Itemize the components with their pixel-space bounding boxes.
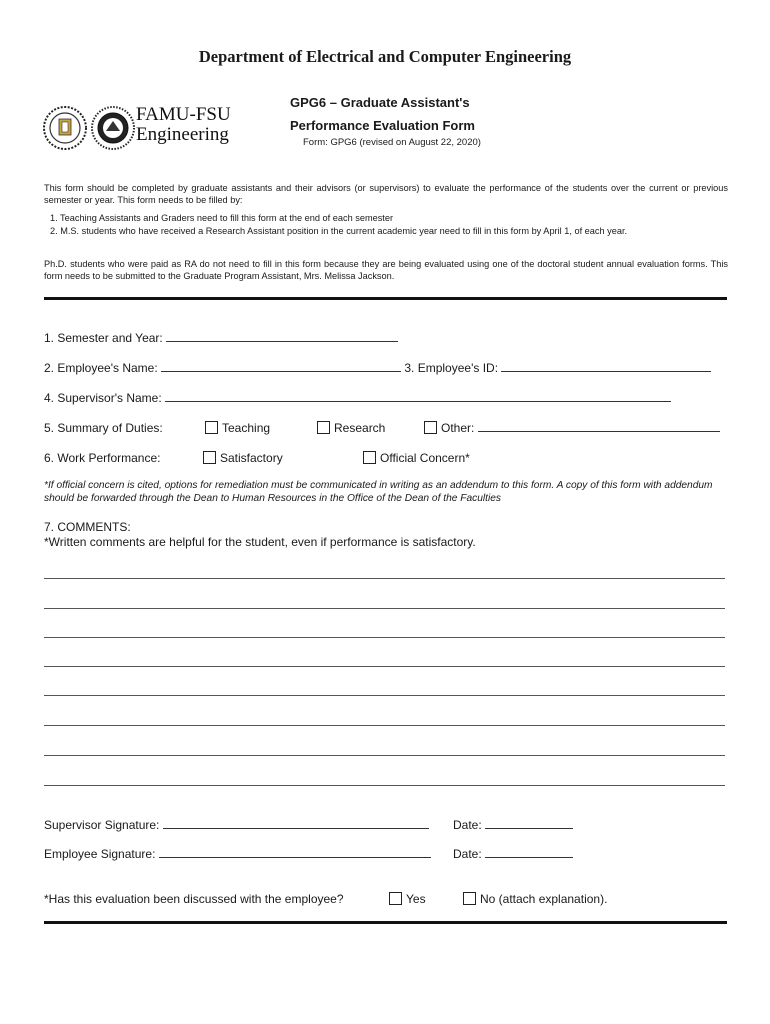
concern-checkbox[interactable] (363, 451, 376, 464)
form-title: GPG6 – Graduate Assistant's (290, 95, 470, 110)
supervisor-name-input[interactable] (165, 391, 671, 402)
perf-satisfactory-option[interactable] (203, 451, 283, 465)
phd-paragraph: Ph.D. students who were paid as RA do not need to fill in this form because they are being evaluated using one of the doctoral student annual evaluation forms. This form needs to be submitted to the Graduate Program Assistant, Mrs. Melissa Jackson. (44, 259, 728, 281)
discussion-question: *Has this evaluation been discussed with the employee? (44, 892, 344, 906)
satisfactory-checkbox[interactable] (203, 451, 216, 464)
perf-concern-option[interactable] (363, 451, 470, 465)
discussion-no-option[interactable] (463, 892, 607, 906)
bottom-divider (44, 921, 727, 924)
no-checkbox[interactable] (463, 892, 476, 905)
comment-line[interactable] (44, 785, 725, 786)
semester-label: 1. Semester and Year: (44, 331, 163, 345)
comment-line[interactable] (44, 725, 725, 726)
logo-text-line2: Engineering (136, 124, 229, 145)
employee-signature-row (44, 847, 431, 861)
employee-signature-label: Employee Signature: (44, 847, 156, 861)
research-checkbox[interactable] (317, 421, 330, 434)
comment-line[interactable] (44, 755, 725, 756)
comments-subheading: *Written comments are helpful for the student, even if performance is satisfactory. (44, 535, 476, 549)
employee-id-input[interactable] (501, 361, 711, 372)
employee-signature-input[interactable] (159, 847, 431, 858)
duty-teaching-option[interactable] (205, 421, 270, 435)
employee-id-label: 3. Employee's ID: (404, 361, 499, 375)
intro-item: 2. M.S. students who have received a Research Assistant position in the current academic year need to fill in this form by April 1, of each year. (50, 226, 628, 236)
comment-line[interactable] (44, 666, 725, 667)
logo-text-line1: FAMU-FSU (136, 104, 231, 125)
yes-label: Yes (406, 892, 426, 906)
yes-checkbox[interactable] (389, 892, 402, 905)
employee-name-label: 2. Employee's Name: (44, 361, 158, 375)
duties-label: 5. Summary of Duties: (44, 421, 163, 435)
research-label: Research (334, 421, 386, 435)
semester-row (44, 331, 398, 345)
other-checkbox[interactable] (424, 421, 437, 434)
supervisor-signature-input[interactable] (163, 818, 429, 829)
supervisor-date-label: Date: (453, 818, 482, 832)
employee-date-label: Date: (453, 847, 482, 861)
teaching-label: Teaching (222, 421, 271, 435)
supervisor-signature-row (44, 818, 429, 832)
concern-note: *If official concern is cited, options for remediation must be communicated in writing as an addendum to this form. A copy of this form with addendum should be forwarded through the Dean to Human Resources in the Office of the Dean of the Faculties (44, 480, 713, 504)
discussion-yes-option[interactable] (389, 892, 426, 906)
comment-line[interactable] (44, 608, 725, 609)
fsu-seal-icon (90, 105, 136, 151)
supervisor-date-row (453, 818, 573, 832)
comment-line[interactable] (44, 637, 725, 638)
comment-line[interactable] (44, 578, 725, 579)
no-label: No (attach explanation). (480, 892, 608, 906)
employee-date-input[interactable] (485, 847, 573, 858)
divider (44, 297, 727, 300)
satisfactory-label: Satisfactory (220, 451, 283, 465)
duty-research-option[interactable] (317, 421, 385, 435)
employee-date-row (453, 847, 573, 861)
famu-fsu-logo (42, 103, 242, 155)
supervisor-date-input[interactable] (485, 818, 573, 829)
form-revision: Form: GPG6 (revised on August 22, 2020) (303, 137, 481, 148)
comments-heading: 7. COMMENTS: (44, 520, 131, 534)
supervisor-signature-label: Supervisor Signature: (44, 818, 160, 832)
duty-other-option[interactable] (424, 421, 720, 435)
employee-row (44, 361, 711, 375)
other-label: Other: (441, 421, 475, 435)
comment-line[interactable] (44, 695, 725, 696)
semester-input[interactable] (166, 331, 398, 342)
other-input[interactable] (478, 421, 720, 432)
supervisor-name-label: 4. Supervisor's Name: (44, 391, 162, 405)
performance-label: 6. Work Performance: (44, 451, 161, 465)
intro-item: 1. Teaching Assistants and Graders need to fill this form at the end of each semester (50, 213, 394, 223)
teaching-checkbox[interactable] (205, 421, 218, 434)
department-title: Department of Electrical and Computer Engineering (198, 47, 572, 66)
form-subtitle: Performance Evaluation Form (290, 118, 475, 133)
famu-seal-icon (42, 105, 88, 151)
intro-paragraph: This form should be completed by graduate assistants and their advisors (or supervisors) to evaluate the performance of the students over the current or previous semester or year. This form needs to be filled by: (44, 183, 728, 205)
employee-name-input[interactable] (161, 361, 401, 372)
concern-label: Official Concern* (380, 451, 470, 465)
supervisor-row (44, 391, 671, 405)
